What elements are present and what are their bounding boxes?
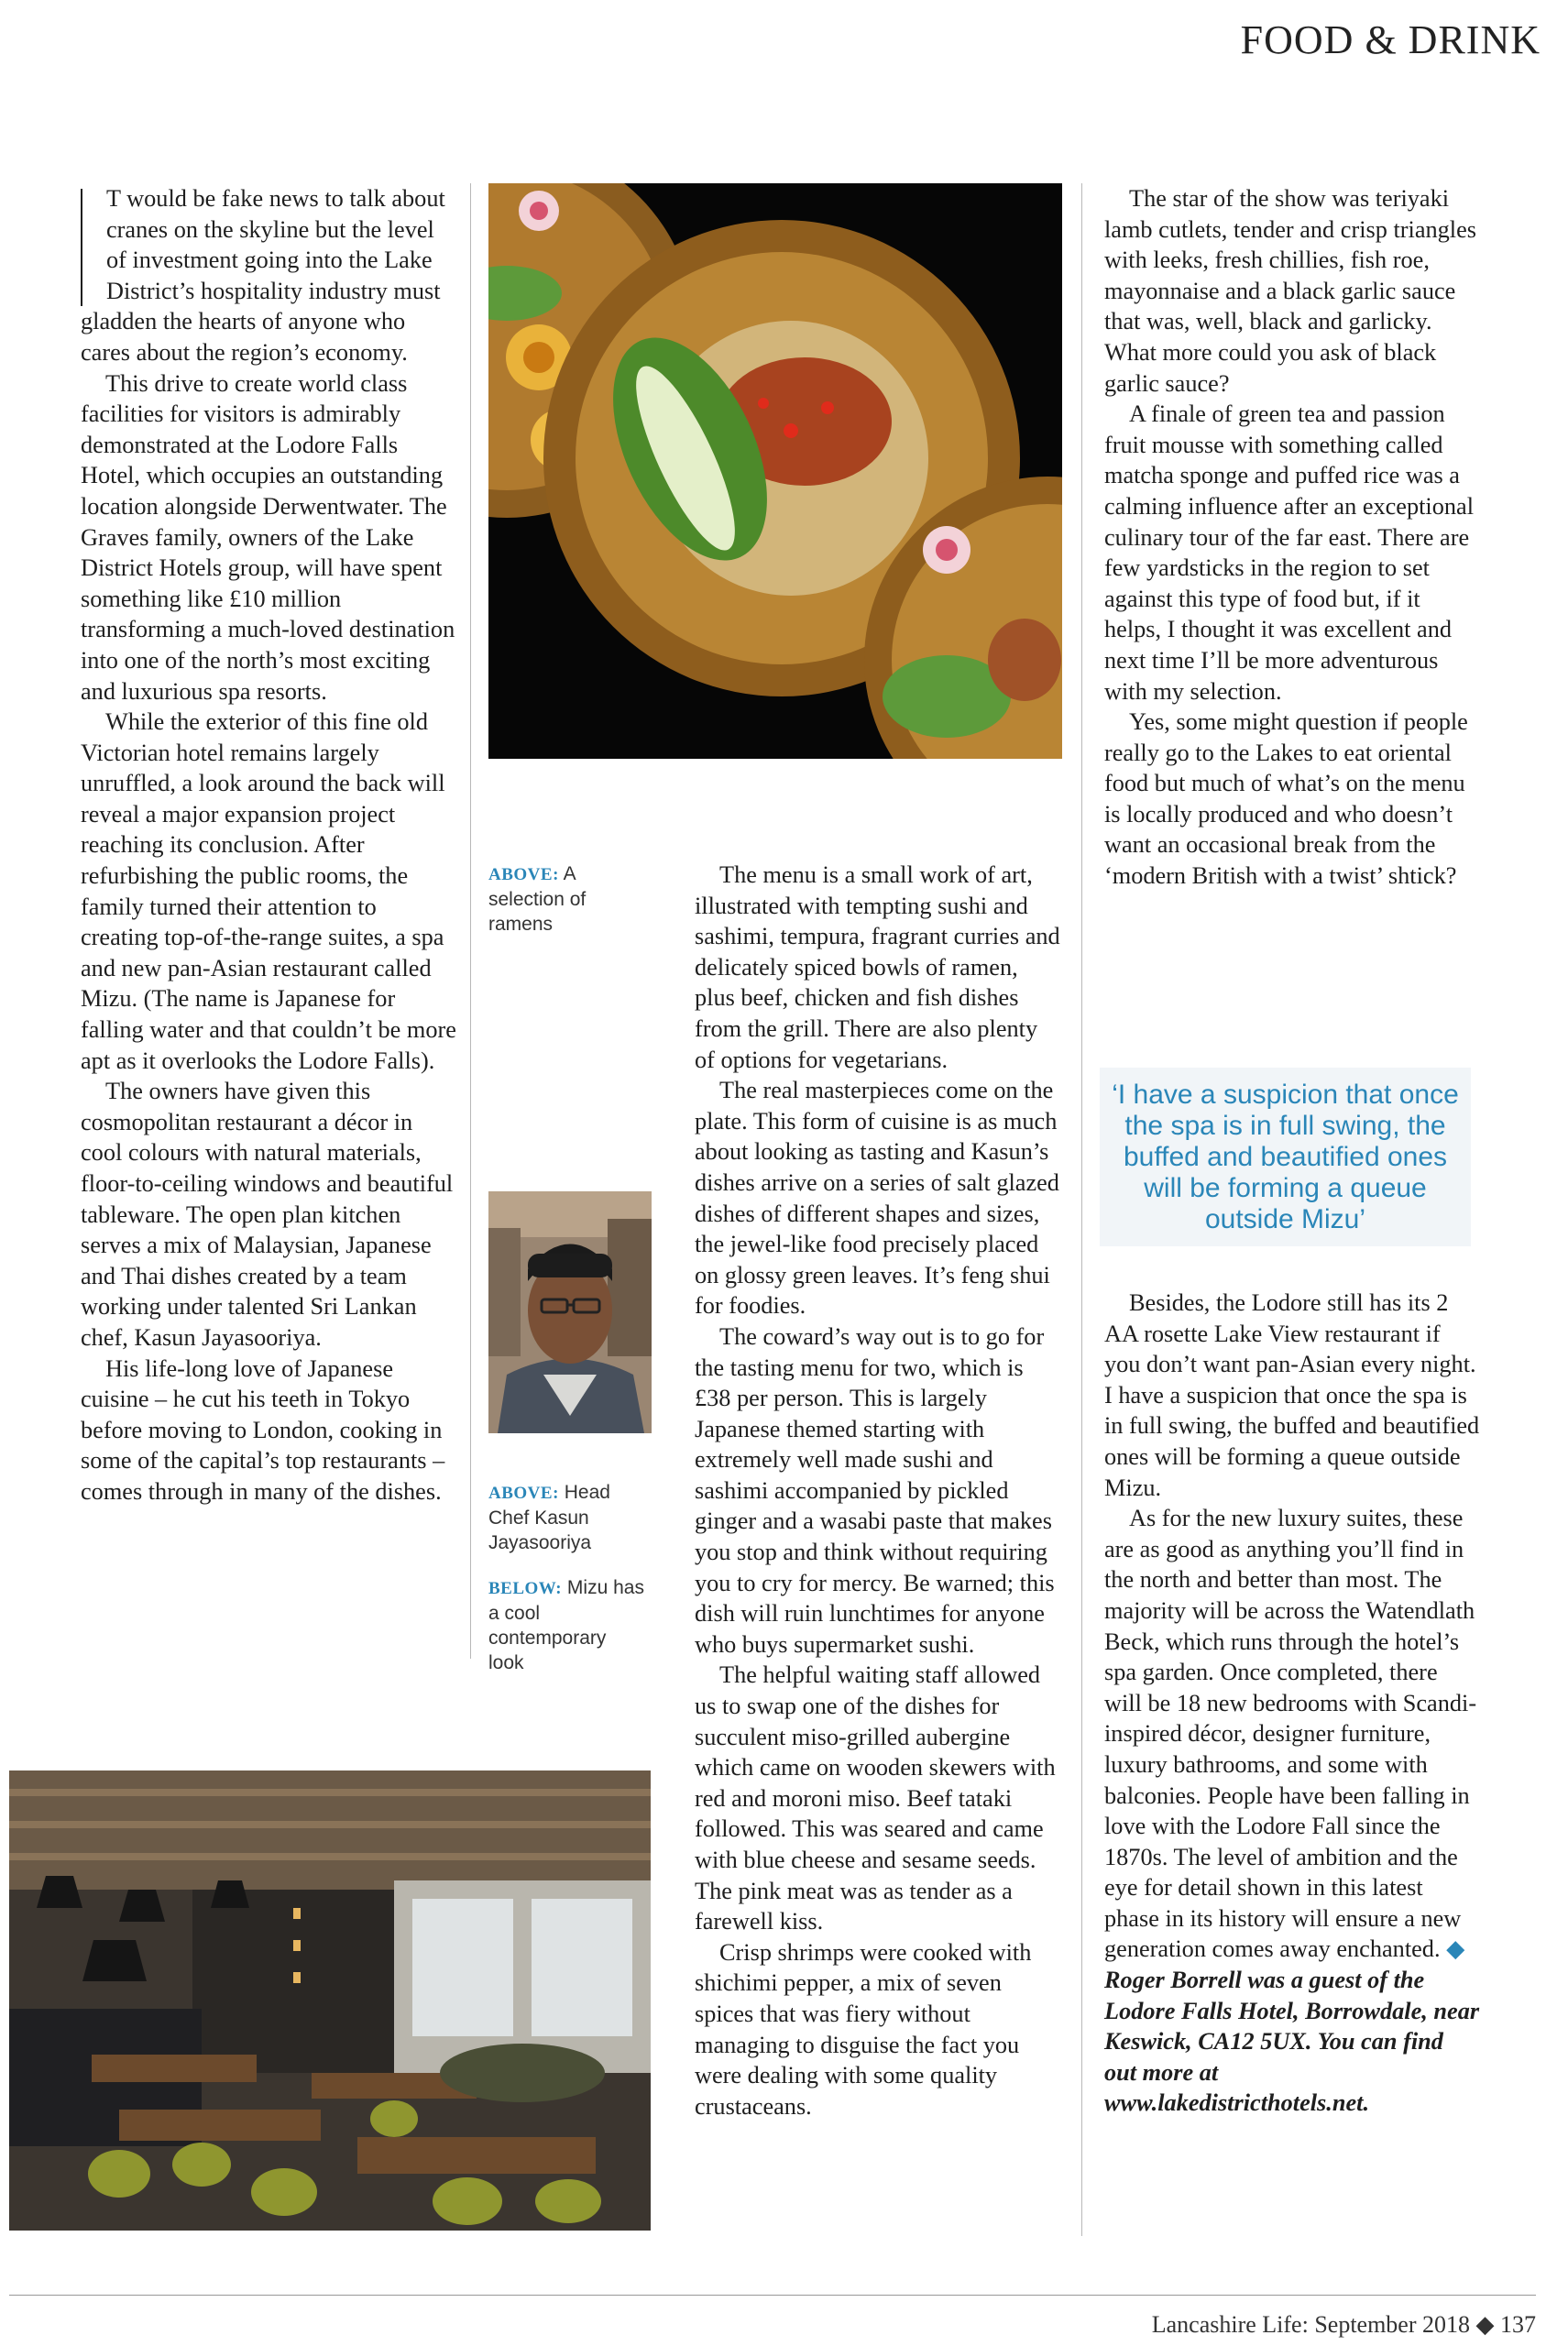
article-paragraph: T would be fake news to talk about cranes on the skyline but the level of investment going into the Lake District’s hospitality industry must gladden the hearts of anyone who cares about the region’s economy. [81, 185, 445, 366]
article-paragraph: As for the new luxury suites, these are as good as anything you’ll find in the north and better than most. The majority will be across the Watendlath Beck, which runs through the hotel’s spa garden. Once completed, there will be 18 new bedrooms with Scandi-inspired décor, designer furniture, luxury bathrooms, and some with balconies. People have been falling in love with the Lodore Fall since the 1870s. The level of ambition and the eye for detail shown in this latest phase in its history will ensure a new generation comes away enchanted. ◆ Roger Borrell was a guest of the Lodore Falls Hotel, Borrowdale, near Keswick, CA12 5UX. You can find out more at www.lakedistricthotels.net. [1104, 1505, 1480, 2117]
article-column-4-continued [1104, 1288, 1480, 2119]
article-paragraph: The coward’s way out is to go for the tasting menu for two, which is £38 per person. This is largely Japanese themed starting with extremely well made sushi and sashimi accompanied by pickled ginger and a wasabi paste that makes you stop and think without requiring you to cry for mercy. Be warned; this dish will ruin lunchtimes for anyone who buys supermarket sushi. [695, 1322, 1055, 1658]
article-paragraph: Crisp shrimps were cooked with shichimi pepper, a mix of seven spices that was fiery without managing to disguise the fact you were dealing with some quality crustaceans. [695, 1938, 1032, 2120]
chef-portrait [488, 1191, 652, 1433]
article-column-4 [1104, 183, 1480, 892]
ramen-photo [488, 183, 1062, 759]
caption-ramens [488, 861, 644, 957]
column-divider [470, 183, 471, 1659]
pull-quote-text: ‘I have a suspicion that once the spa is in full swing, the buffed and beautified ones will be forming a queue outside Mizu’ [1112, 1079, 1459, 1234]
caption-paragraph: BELOW: Mizu has a cool contemporary look [488, 1577, 644, 1673]
caption-chef-and-interior [488, 1480, 644, 1695]
article-paragraph: The real masterpieces come on the plate. This form of cuisine is as much about looking as tasting and Kasun’s dishes arrive on a series of salt glazed dishes of different shapes and sizes, the jewel-like food precisely placed on glossy green leaves. It’s feng shui for foodies. [695, 1077, 1059, 1320]
article-paragraph: The owners have given this cosmopolitan restaurant a décor in cool colours with natural materials, floor-to-ceiling windows and beautiful tableware. The open plan kitchen serves a mix of Malaysian, Japanese and Thai dishes created by a team working under talented Sri Lankan chef, Kasun Jayasooriya. [81, 1078, 454, 1351]
caption-paragraph: ABOVE: Head Chef Kasun Jayasooriya [488, 1482, 610, 1553]
article-column-3 [695, 860, 1061, 2121]
chef-photo [488, 1191, 652, 1433]
signoff-diamond-icon: ◆ [1446, 1935, 1465, 1963]
article-paragraph: His life-long love of Japanese cuisine – he cut his teeth in Tokyo before moving to London, cooking in some of the capital’s top restaurants – comes through in many of the dishes. [81, 1354, 445, 1505]
drop-cap-rule [81, 189, 95, 306]
article-paragraph: The menu is a small work of art, illustrated with tempting sushi and sashimi, tempura, fragrant curries and delicately spiced bowls of ramen, plus beef, chicken and fish dishes from the grill. There are also plenty of options for vegetarians. [695, 861, 1060, 1073]
article-paragraph: Yes, some might question if people really go to the Lakes to eat oriental food but much of what’s on the menu is locally produced and who doesn’t want an occasional break from the ‘modern British with a twist’ shtick? [1104, 708, 1468, 890]
article-column-1 [81, 183, 458, 1507]
column-divider [1081, 183, 1082, 2236]
article-paragraph: The helpful waiting staff allowed us to swap one of the dishes for succulent miso-grilled aubergine which came on wooden skewers with red and moroni miso. Beef tataki followed. This was seared and came with blue cheese and sesame seeds. The pink meat was as tender as a farewell kiss. [695, 1661, 1056, 1935]
pull-quote [1100, 1068, 1471, 1246]
caption-paragraph: ABOVE: A selection of ramens [488, 863, 587, 935]
article-paragraph: This drive to create world class facilities for visitors is admirably demonstrated at the Lodore Falls Hotel, which occupies an outstanding location alongside Derwentwater. The Graves family, owners of the Lake District Hotels group, will have spent something like £10 million transforming a much-loved destination into one of the north’s most exciting and luxurious spa resorts. [81, 369, 455, 705]
article-paragraph: The star of the show was teriyaki lamb cutlets, tender and crisp triangles with leeks, fresh chillies, fish roe, mayonnaise and a black garlic sauce that was, well, black and garlicky. What more could you ask of black garlic sauce? [1104, 185, 1477, 397]
restaurant-interior-photo [9, 1770, 651, 2231]
footer-rule [9, 2295, 1536, 2296]
section-title: FOOD & DRINK [1240, 17, 1541, 62]
page-footer: Lancashire Life: September 2018 ◆ 137 [1151, 2311, 1536, 2338]
article-paragraph: Besides, the Lodore still has its 2 AA rosette Lake View restaurant if you don’t want pan-Asian every night. I have a suspicion that once the spa is in full swing, the buffed and beautified ones will be forming a queue outside Mizu. [1104, 1289, 1480, 1501]
restaurant-illustration [9, 1770, 651, 2231]
article-paragraph: A finale of green tea and passion fruit mousse with something called matcha sponge and puffed rice was a calming influence after an exceptional culinary tour of the far east. There are few yardsticks in the region to set against this type of food but, if it helps, I thought it was excellent and next time I’ll be more adventurous with my selection. [1104, 400, 1475, 705]
ramen-illustration [488, 183, 1062, 759]
article-paragraph: While the exterior of this fine old Victorian hotel remains largely unruffled, a look around the back will reveal a major expansion project reaching its conclusion. After refurbishing the public rooms, the family turned their attention to creating top-of-the-range suites, a spa and new pan-Asian restaurant called Mizu. (The name is Japanese for falling water and that couldn’t be more apt as it overlooks the Lodore Falls). [81, 708, 456, 1074]
author-signoff: Roger Borrell was a guest of the Lodore Falls Hotel, Borrowdale, near Keswick, CA12 5UX. You can find out more at www.lakedistricthotels.net. [1104, 1967, 1480, 2117]
